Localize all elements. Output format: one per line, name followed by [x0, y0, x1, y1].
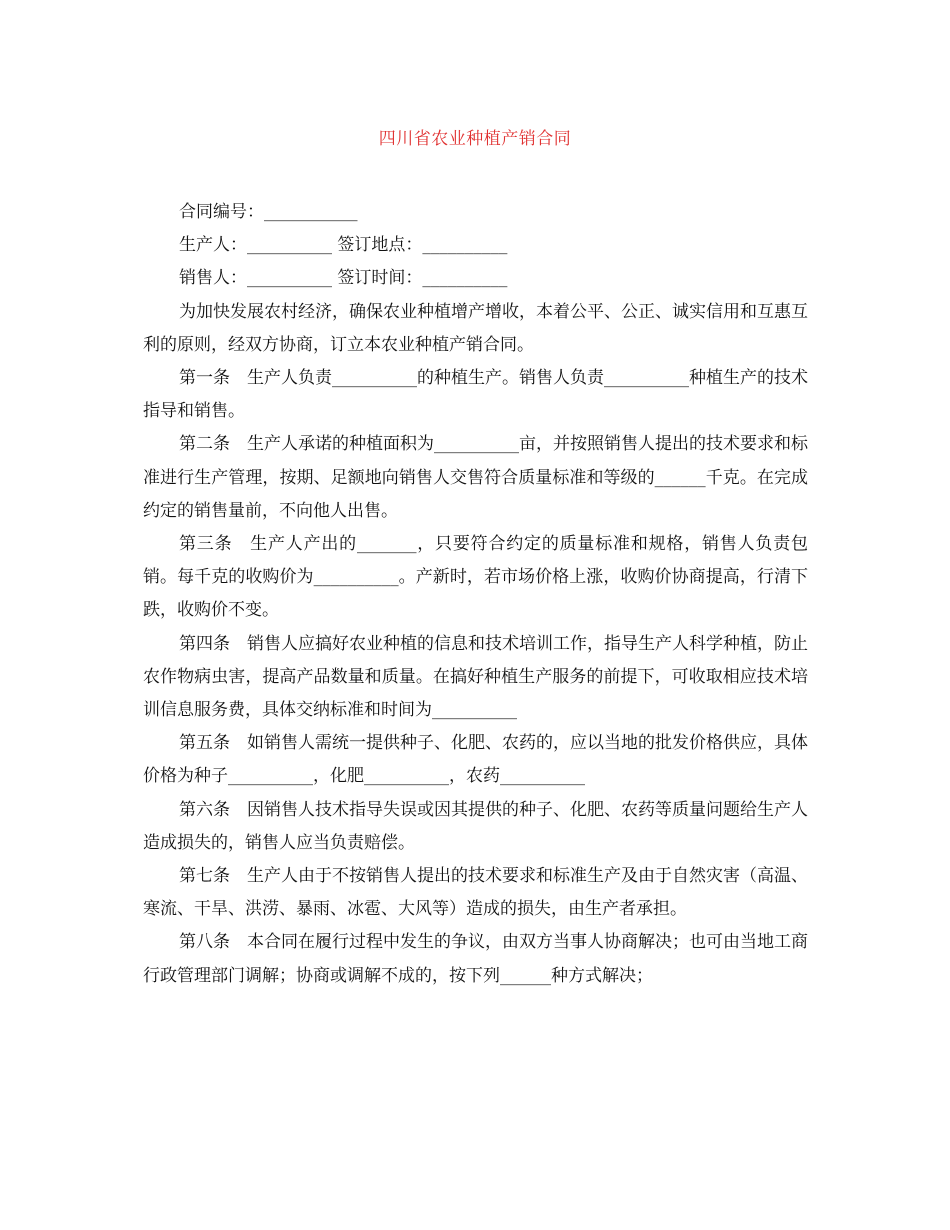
seller-sign-time-field: 销售人：__________ 签订时间：__________	[179, 268, 508, 289]
article-7-paragraph: 第七条 生产人由于不按销售人提出的技术要求和标准生产及由于自然灾害（高温、寒流、干旱、洪涝、暴雨、冰雹、大风等）造成的损失，由生产者承担。	[143, 866, 808, 920]
producer-sign-place-field: 生产人：__________ 签订地点：__________	[179, 235, 508, 256]
article-1-paragraph: 第一条 生产人负责__________的种植生产。销售人负责__________种植生产的技术指导和销售。	[143, 368, 808, 422]
contract-body	[143, 196, 808, 993]
article-8-paragraph: 第八条 本合同在履行过程中发生的争议，由双方当事人协商解决；也可由当地工商行政管理部门调解；协商或调解不成的，按下列______种方式解决；	[143, 932, 808, 986]
article-5-paragraph: 第五条 如销售人需统一提供种子、化肥、农药的，应以当地的批发价格供应，具体价格为种子__________，化肥__________，农药__________	[143, 733, 808, 787]
document-title: 四川省农业种植产销合同	[378, 129, 572, 149]
article-2-paragraph: 第二条 生产人承诺的种植面积为__________亩，并按照销售人提出的技术要求和标准进行生产管理，按期、足额地向销售人交售符合质量标准和等级的______千克。在完成约定的销售量前，不向他人出售。	[143, 434, 808, 521]
article-6-paragraph: 第六条 因销售人技术指导失误或因其提供的种子、化肥、农药等质量问题给生产人造成损失的，销售人应当负责赔偿。	[143, 799, 808, 853]
article-3-paragraph: 第三条 生产人产出的_______，只要符合约定的质量标准和规格，销售人负责包销。每千克的收购价为__________。产新时，若市场价格上涨，收购价协商提高，行清下跌，收购价不变。	[143, 534, 808, 621]
preamble-paragraph: 为加快发展农村经济，确保农业种植增产增收，本着公平、公正、诚实信用和互惠互利的原则，经双方协商，订立本农业种植产销合同。	[143, 301, 808, 355]
article-4-paragraph: 第四条 销售人应搞好农业种植的信息和技术培训工作，指导生产人科学种植，防止农作物病虫害，提高产品数量和质量。在搞好种植生产服务的前提下，可收取相应技术培训信息服务费，具体交纳标准和时间为__________	[143, 633, 808, 721]
contract-number-field: 合同编号：___________	[179, 202, 358, 222]
